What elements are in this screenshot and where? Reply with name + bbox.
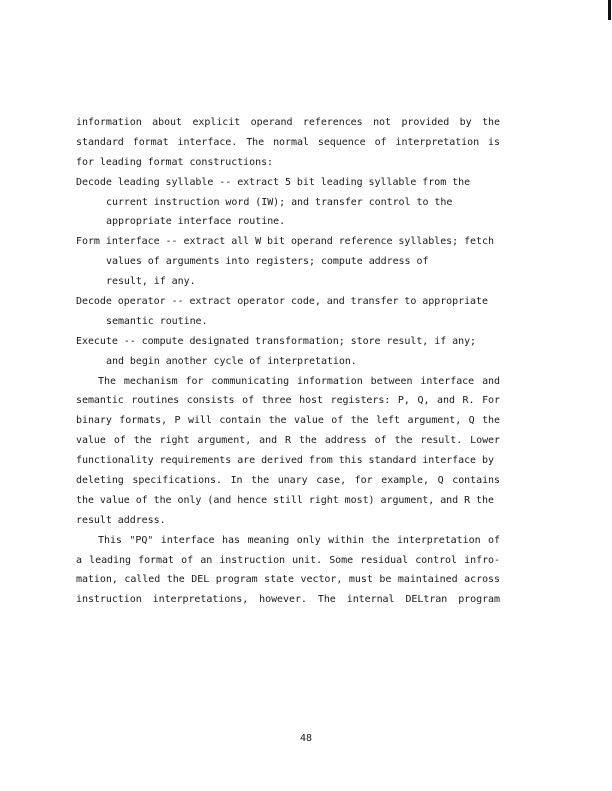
text-line: This "PQ" interface has meaning only within the interpretation of	[98, 534, 500, 546]
text-line: result address.	[76, 514, 166, 526]
text-line: mation, called the DEL program state vector, must be maintained across	[76, 574, 500, 586]
text-line: binary formats, P will contain the value of the left argument, Q the	[76, 415, 500, 427]
text-line: standard format interface. The normal sequence of interpretation is	[76, 136, 500, 148]
document-body	[76, 113, 500, 610]
text-line: semantic routine.	[106, 315, 208, 327]
text-line: and begin another cycle of interpretation.	[106, 355, 357, 367]
page-number: 48	[299, 733, 313, 744]
text-line: Decode operator -- extract operator code, and transfer to appropriate	[76, 296, 488, 308]
text-line: appropriate interface routine.	[106, 216, 286, 228]
text-line: the value of the only (and hence still right most) argument, and R the	[76, 494, 494, 506]
text-line: instruction interpretations, however. The internal DELtran program	[76, 594, 500, 606]
text-line: result, if any.	[106, 276, 196, 288]
text-line: a leading format of an instruction unit. Some residual control infro-	[76, 554, 500, 566]
text-line: for leading format constructions:	[76, 156, 274, 168]
text-line: information about explicit operand references not provided by the	[76, 117, 500, 128]
text-line: deleting specifications. In the unary case, for example, Q contains	[76, 475, 500, 487]
text-line: Form interface -- extract all W bit operand reference syllables; fetch	[76, 236, 494, 248]
text-line: semantic routines consists of three host registers: P, Q, and R. For	[76, 395, 500, 407]
text-line: The mechanism for communicating information between interface and	[98, 375, 500, 387]
text-line: Decode leading syllable -- extract 5 bit leading syllable from the	[76, 176, 471, 188]
page-edge-mark	[608, 0, 611, 20]
text-line: functionality requirements are derived from this standard interface by	[76, 455, 494, 467]
text-line: value of the right argument, and R the address of the result. Lower	[76, 435, 500, 447]
text-line: current instruction word (IW); and transfer control to the	[106, 196, 453, 208]
text-line: Execute -- compute designated transformation; store result, if any;	[76, 335, 477, 347]
text-line: values of arguments into registers; compute address of	[106, 256, 429, 268]
